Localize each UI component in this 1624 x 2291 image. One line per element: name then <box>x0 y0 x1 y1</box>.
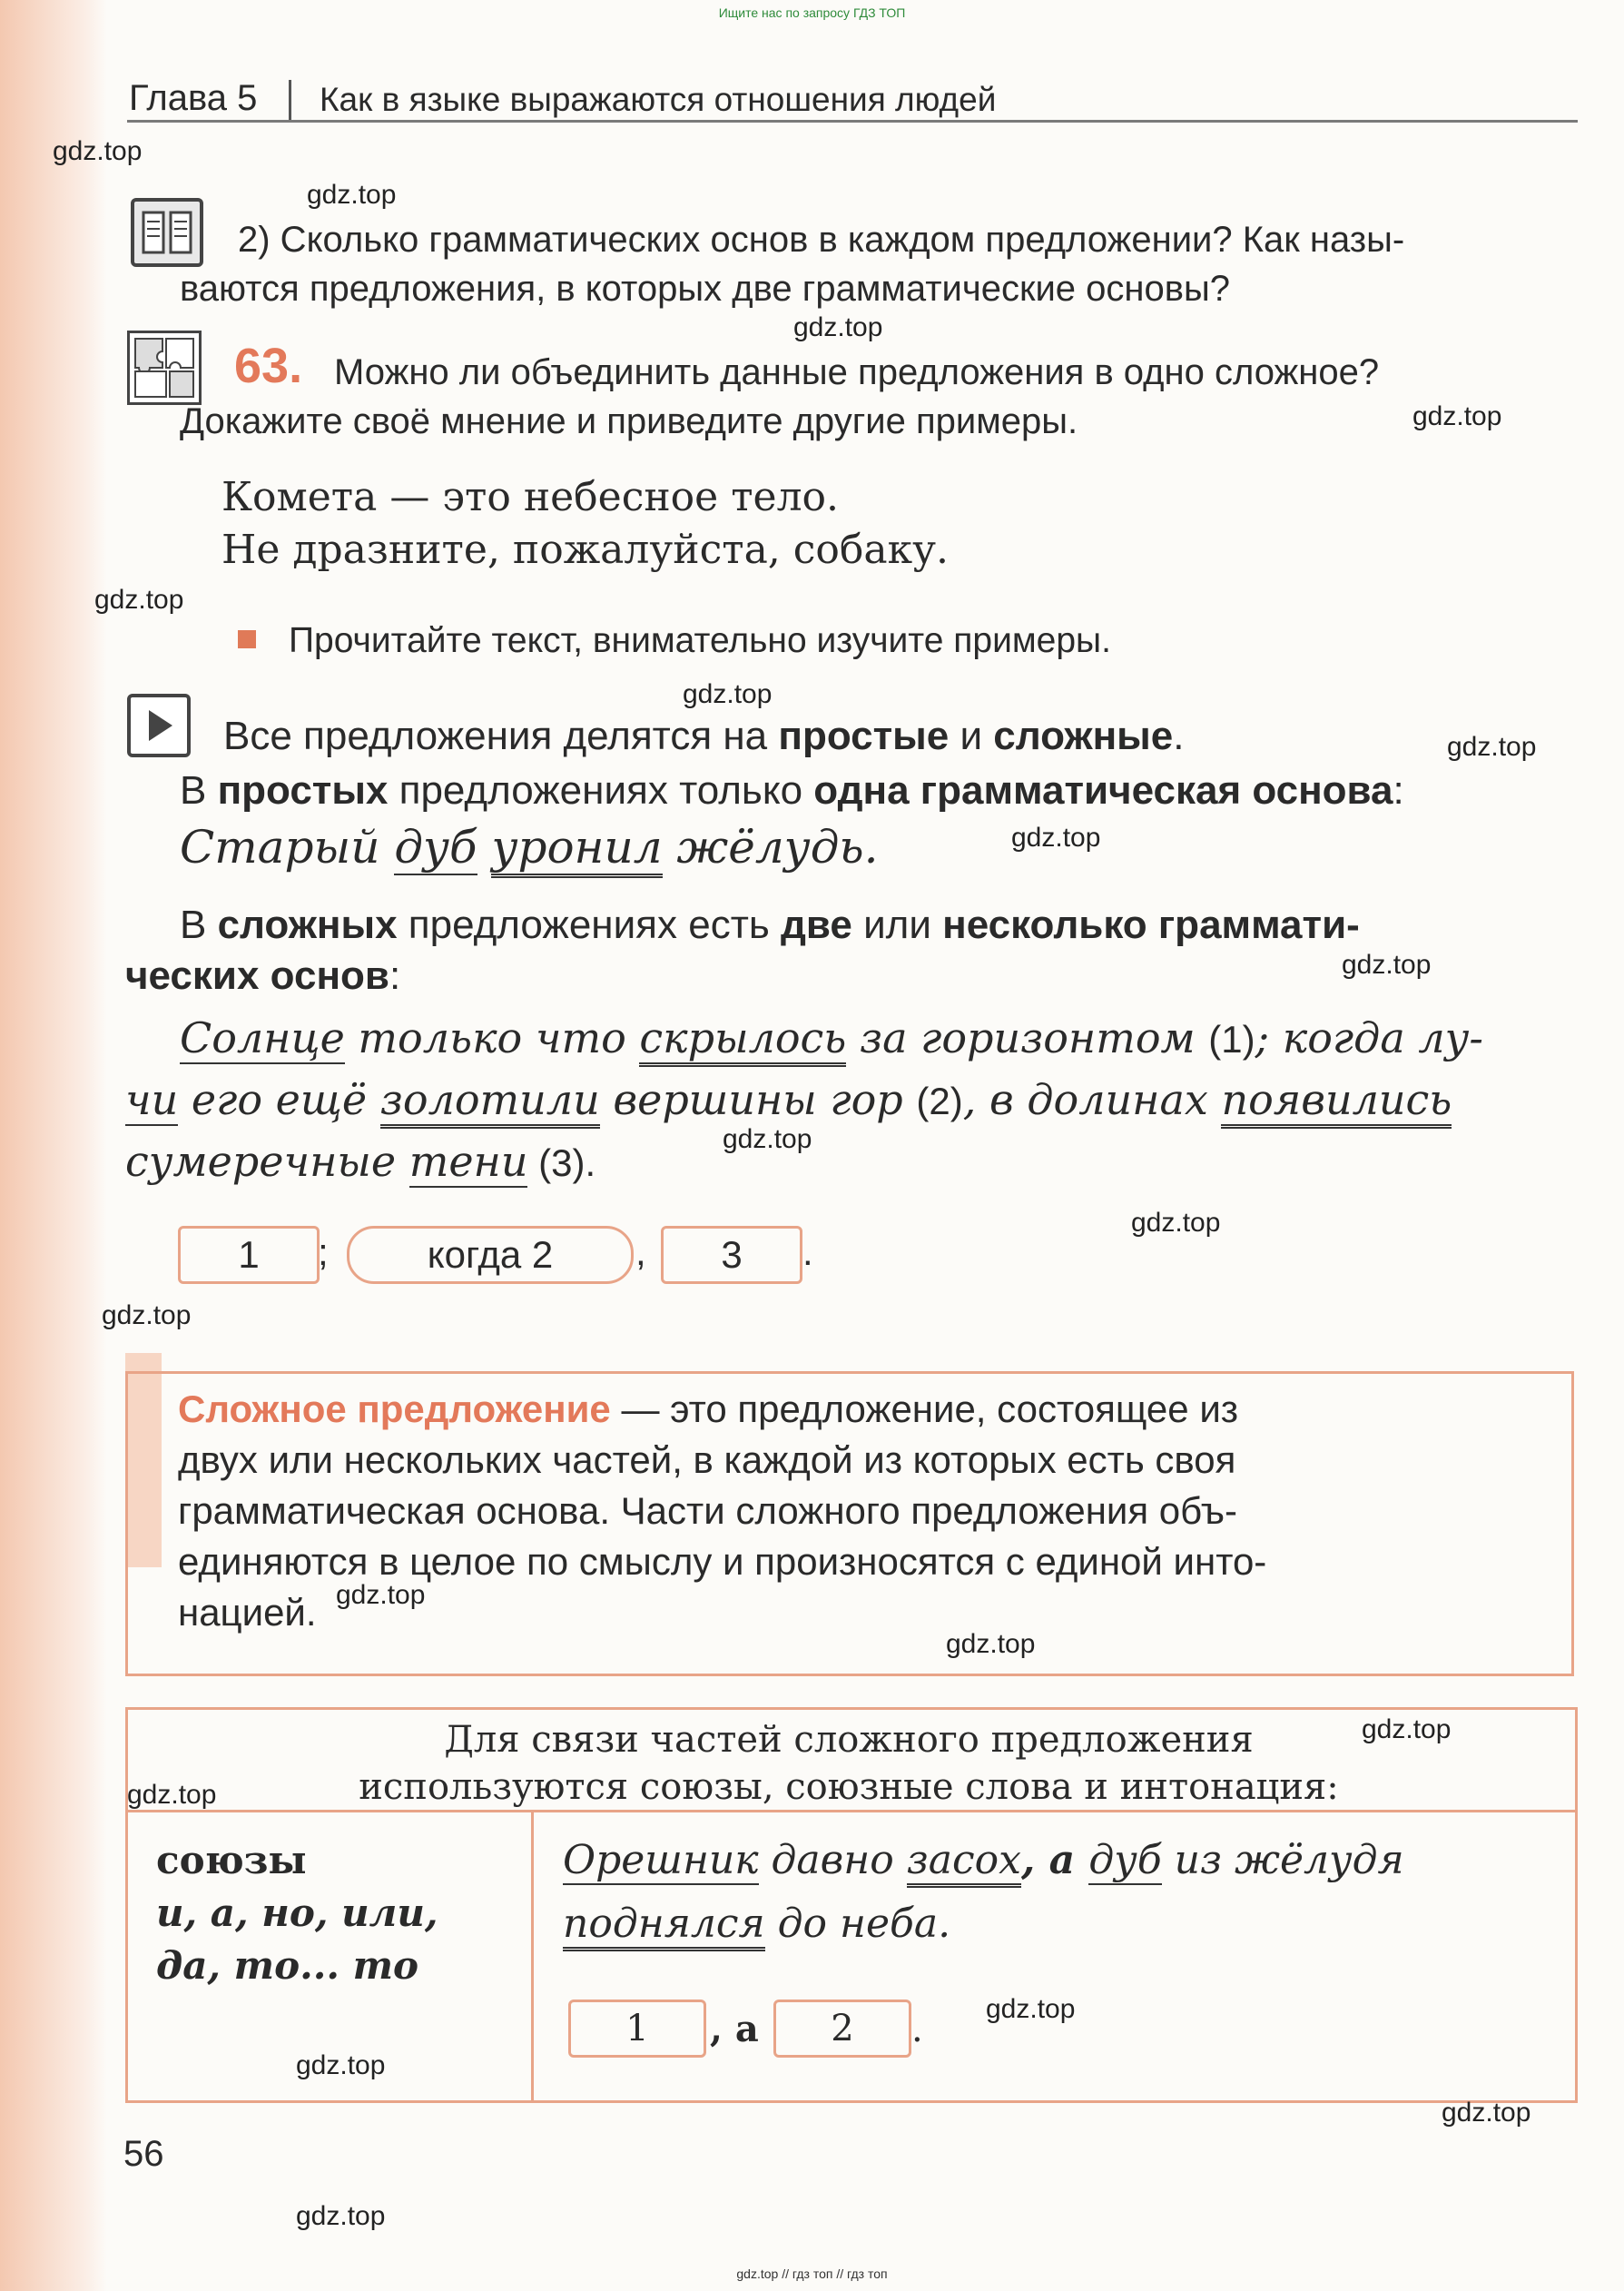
play-icon <box>127 694 191 757</box>
table-header-line: используются союзы, союзные слова и интонация: <box>359 1766 1339 1808</box>
part-number: (2) <box>916 1080 963 1122</box>
table-schema-conjunction: , а <box>710 2008 759 2050</box>
word: сумеречные <box>125 1137 409 1186</box>
word: его ещё <box>178 1075 380 1124</box>
instruction-text: Прочитайте текст, внимательно изучите примеры. <box>289 621 1111 660</box>
schema-box-1: 1 <box>178 1226 320 1284</box>
table-schema-box-1: 1 <box>568 2000 706 2058</box>
predicate: уронил <box>491 821 662 878</box>
schema-separator: , <box>635 1230 646 1273</box>
text-fragment: предложениях есть <box>397 903 781 947</box>
term-simple: простых <box>217 768 389 813</box>
bullet-square-icon <box>238 630 256 648</box>
table-schema-end: . <box>911 2009 923 2050</box>
ex63-sentence2: Не дразните, пожалуйста, собаку. <box>221 527 950 573</box>
theory-line2 <box>180 763 1404 819</box>
schema-end: . <box>802 1230 813 1273</box>
subject: Орешник <box>563 1837 759 1883</box>
watermark-label: gdz.top <box>1362 1714 1452 1744</box>
part-number: (3). <box>527 1141 596 1184</box>
word: вершины гор <box>599 1075 917 1124</box>
table-example-line1 <box>563 1831 1404 1891</box>
complex-example-line2 <box>125 1070 1452 1131</box>
watermark-label: gdz.top <box>1011 823 1101 853</box>
page-margin-strip <box>0 0 107 2291</box>
page-number: 56 <box>123 2134 164 2174</box>
schema-box-3: 3 <box>661 1226 802 1284</box>
watermark-label: gdz.top <box>127 1780 217 1810</box>
simple-sentence-example <box>180 817 879 877</box>
predicate: появились <box>1221 1075 1452 1129</box>
term-complex: сложных <box>217 903 398 947</box>
text-fragment: и <box>949 714 994 758</box>
theory-line3 <box>180 897 1360 953</box>
word: , в долинах <box>962 1075 1222 1124</box>
word: из жёлудя <box>1161 1837 1404 1883</box>
word: жёлудь. <box>662 821 879 874</box>
text-fragment: предложениях только <box>388 768 814 813</box>
watermark-label: gdz.top <box>1131 1208 1221 1238</box>
word: ; когда лу- <box>1255 1013 1483 1062</box>
schema-separator: ; <box>318 1230 329 1273</box>
watermark-label: gdz.top <box>1342 950 1432 980</box>
watermark-label: gdz.top <box>683 679 773 709</box>
watermark-label: gdz.top <box>723 1124 812 1154</box>
predicate: золотили <box>380 1075 600 1129</box>
text-fragment: Все предложения делятся на <box>223 714 779 758</box>
theory-line4 <box>125 948 400 1004</box>
watermark-label: gdz.top <box>336 1580 426 1610</box>
watermark-label: gdz.top <box>946 1629 1036 1659</box>
watermark-label: gdz.top <box>307 180 397 210</box>
table-header <box>125 1716 1572 1811</box>
predicate: скрылось <box>639 1013 846 1067</box>
watermark-label: gdz.top <box>102 1300 192 1330</box>
rule-line: грамматическая основа. Части сложного предложения объ- <box>178 1489 1238 1532</box>
chapter-title: Как в языке выражаются отношения людей <box>320 81 997 118</box>
text-fragment: В <box>180 768 218 813</box>
ex63-sentence1: Комета — это небесное тело. <box>221 474 840 520</box>
term-several: несколько граммати- <box>942 903 1360 947</box>
conjunction: , а <box>1020 1837 1089 1883</box>
word: за горизонтом <box>846 1013 1209 1062</box>
chapter-label: Глава 5 <box>129 78 258 118</box>
exercise-number: 63. <box>234 339 303 393</box>
watermark-label: gdz.top <box>1442 2098 1531 2128</box>
watermark-label: gdz.top <box>986 1994 1076 2024</box>
subject: чи <box>125 1075 179 1124</box>
book-icon <box>131 198 203 267</box>
word: Старый <box>180 821 395 874</box>
text-fragment: — это предложение, состоящее из <box>610 1387 1239 1430</box>
watermark-label: gdz.top <box>1412 401 1502 431</box>
word: давно <box>758 1837 907 1883</box>
predicate: засох <box>907 1837 1021 1888</box>
rule-term: Сложное предложение <box>178 1387 611 1430</box>
watermark-label: gdz.top <box>53 136 143 166</box>
term-two: две <box>781 903 852 947</box>
rule-line: нацией. <box>178 1591 317 1634</box>
watermark-label: gdz.top <box>793 312 883 342</box>
watermark-label: gdz.top <box>296 2201 386 2231</box>
ex63-line1: Можно ли объединить данные предложения в одно сложное? <box>334 352 1380 392</box>
rule-line: единяются в целое по смыслу и произносятся с единой инто- <box>178 1540 1267 1583</box>
term-simple: простые <box>778 714 950 758</box>
text-fragment: : <box>389 953 401 998</box>
header-separator <box>289 80 291 120</box>
complex-example-line1 <box>180 1008 1483 1070</box>
rule-line: двух или нескольких частей, в каждой из которых есть своя <box>178 1438 1236 1481</box>
bottom-watermark: gdz.top // гдз топ // гдз топ <box>736 2266 888 2281</box>
text-fragment: : <box>1393 768 1404 813</box>
part-number: (1) <box>1208 1018 1255 1061</box>
watermark-label: gdz.top <box>1447 732 1537 762</box>
word <box>477 821 492 874</box>
subject: Солнце <box>180 1013 345 1062</box>
table-schema-box-2: 2 <box>773 2000 911 2058</box>
term-complex: сложные <box>993 714 1174 758</box>
text-fragment: или <box>851 903 943 947</box>
term-one-base: одна грамматическая основа <box>813 768 1393 813</box>
word: только что <box>344 1013 640 1062</box>
predicate: поднялся <box>563 1901 765 1951</box>
top-watermark: Ищите нас по запросу ГДЗ ТОП <box>718 5 906 20</box>
complex-example-line3 <box>125 1131 595 1193</box>
subject: дуб <box>394 821 477 874</box>
subject: тени <box>408 1137 528 1186</box>
text-fragment: . <box>1173 714 1185 758</box>
subject: дуб <box>1088 1837 1162 1883</box>
header-rule <box>127 120 1578 123</box>
task2-line1: 2) Сколько грамматических основ в каждом предложении? Как назы- <box>238 220 1405 260</box>
table-left-cell <box>156 1834 438 1992</box>
text-fragment: В <box>180 903 218 947</box>
theory-line1 <box>223 708 1184 765</box>
table-header-line: Для связи частей сложного предложения <box>444 1719 1254 1761</box>
schema-box-2: когда 2 <box>347 1226 634 1284</box>
rule-line <box>178 1384 1540 1435</box>
watermark-label: gdz.top <box>296 2050 386 2080</box>
task2-line2: ваются предложения, в которых две грамматические основы? <box>180 269 1230 309</box>
term-bases: ческих основ <box>125 953 389 998</box>
left-cell-line: союзы <box>156 1838 307 1882</box>
watermark-label: gdz.top <box>94 585 184 615</box>
table-divider <box>531 1810 534 2100</box>
left-cell-line: да, то... то <box>156 1943 419 1988</box>
word: до неба. <box>764 1901 951 1947</box>
ex63-line2: Докажите своё мнение и приведите другие примеры. <box>180 401 1078 441</box>
table-example-line2 <box>563 1894 950 1954</box>
left-cell-line: и, а, но, или, <box>156 1891 438 1935</box>
